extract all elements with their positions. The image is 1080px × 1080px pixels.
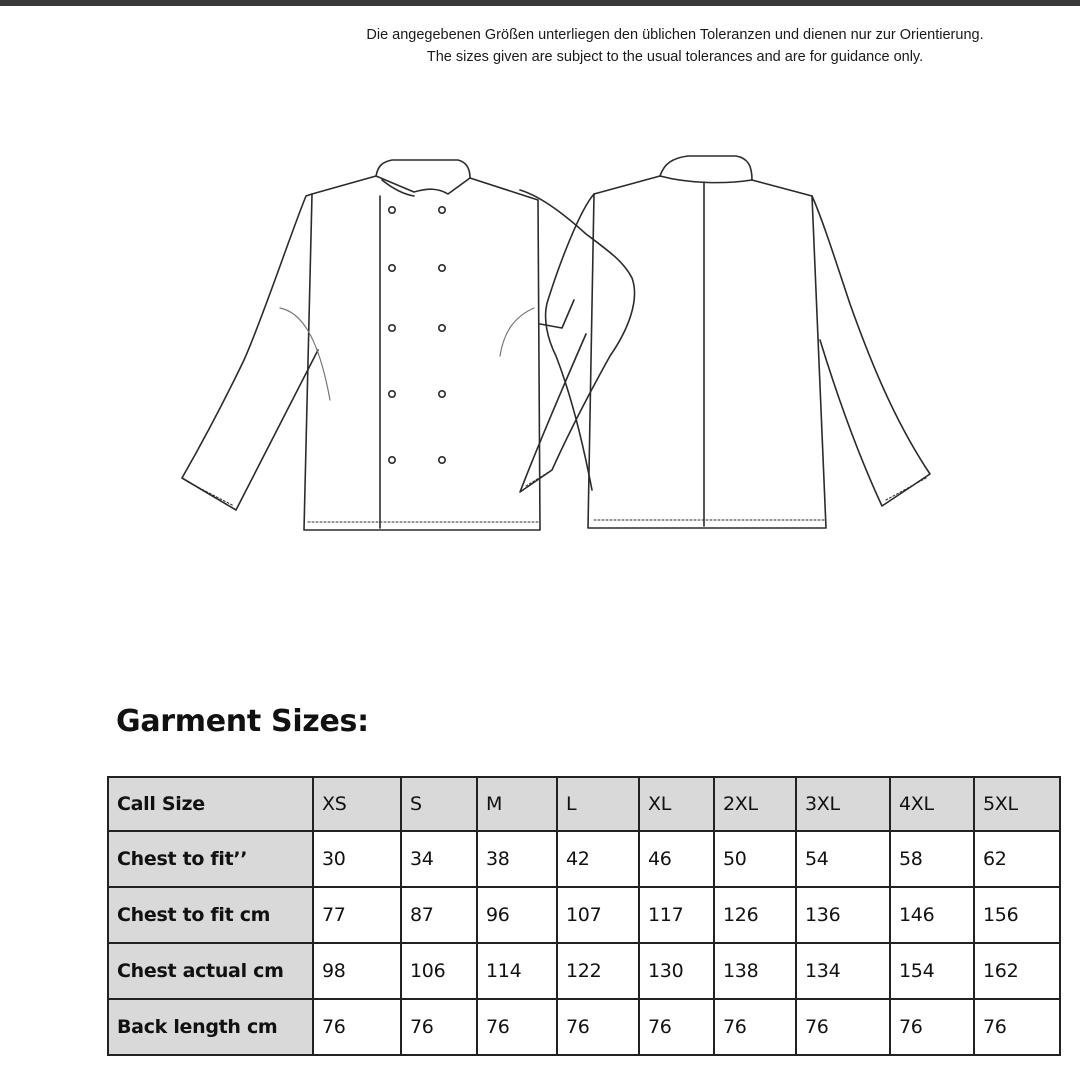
size-header: 3XL [796, 777, 890, 831]
table-cell: 50 [714, 831, 796, 887]
header-label: Call Size [108, 777, 313, 831]
table-cell: 87 [401, 887, 477, 943]
chef-jacket-back-icon [546, 156, 930, 528]
table-cell: 42 [557, 831, 639, 887]
table-cell: 107 [557, 887, 639, 943]
size-header: M [477, 777, 557, 831]
table-cell: 76 [714, 999, 796, 1055]
table-cell: 117 [639, 887, 714, 943]
table-cell: 122 [557, 943, 639, 999]
table-cell: 76 [890, 999, 974, 1055]
table-cell: 58 [890, 831, 974, 887]
table-cell: 96 [477, 887, 557, 943]
table-cell: 38 [477, 831, 557, 887]
size-header: XL [639, 777, 714, 831]
table-cell: 76 [974, 999, 1060, 1055]
table-cell: 77 [313, 887, 401, 943]
row-label: Chest to fit’’ [108, 831, 313, 887]
table-cell: 76 [796, 999, 890, 1055]
table-cell: 54 [796, 831, 890, 887]
table-cell: 114 [477, 943, 557, 999]
table-cell: 98 [313, 943, 401, 999]
table-row [108, 887, 1060, 943]
disclaimer-german: Die angegebenen Größen unterliegen den üblichen Toleranzen und dienen nur zur Orientierung. [366, 27, 984, 43]
size-header: 4XL [890, 777, 974, 831]
table-cell: 154 [890, 943, 974, 999]
table-row [108, 831, 1060, 887]
table-cell: 138 [714, 943, 796, 999]
table-cell: 130 [639, 943, 714, 999]
table-cell: 46 [639, 831, 714, 887]
table-header-row [108, 777, 1060, 831]
size-header: 5XL [974, 777, 1060, 831]
table-cell: 76 [313, 999, 401, 1055]
table-cell: 146 [890, 887, 974, 943]
table-cell: 30 [313, 831, 401, 887]
table-cell: 62 [974, 831, 1060, 887]
table-cell: 76 [477, 999, 557, 1055]
table-row [108, 999, 1060, 1055]
disclaimer-english: The sizes given are subject to the usual tolerances and are for guidance only. [426, 49, 924, 65]
table-cell: 162 [974, 943, 1060, 999]
size-header: 2XL [714, 777, 796, 831]
table-cell: 126 [714, 887, 796, 943]
table-cell: 76 [401, 999, 477, 1055]
row-label: Chest to fit cm [108, 887, 313, 943]
row-label: Chest actual cm [108, 943, 313, 999]
size-header: L [557, 777, 639, 831]
table-row [108, 943, 1060, 999]
garment-sizes-title: Garment Sizes: [116, 704, 369, 739]
table-cell: 76 [639, 999, 714, 1055]
size-chart-table [107, 776, 1061, 1056]
table-cell: 156 [974, 887, 1060, 943]
size-header: XS [313, 777, 401, 831]
row-label: Back length cm [108, 999, 313, 1055]
size-header: S [401, 777, 477, 831]
table-cell: 106 [401, 943, 477, 999]
table-cell: 76 [557, 999, 639, 1055]
table-cell: 134 [796, 943, 890, 999]
table-cell: 136 [796, 887, 890, 943]
table-cell: 34 [401, 831, 477, 887]
chef-jacket-front-icon [182, 160, 635, 530]
